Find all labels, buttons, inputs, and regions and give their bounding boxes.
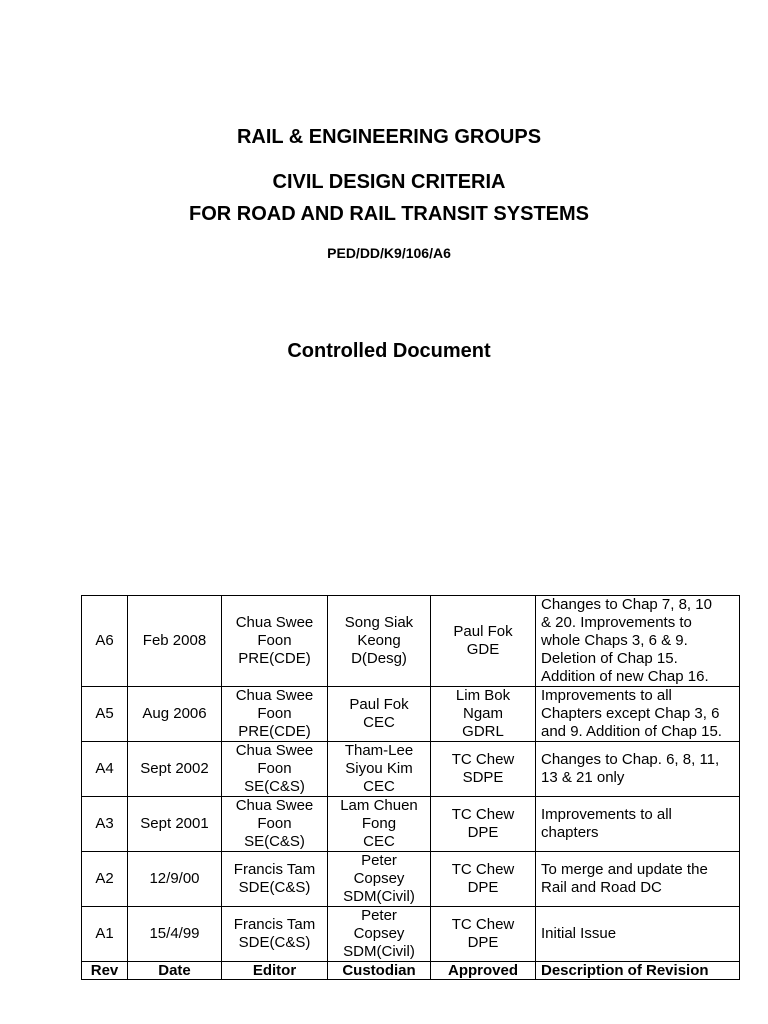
column-header-approved: Approved	[431, 962, 536, 980]
description-cell	[536, 797, 740, 852]
approved-cell-line: GDE	[466, 641, 500, 658]
document-title-line-1: CIVIL DESIGN CRITERIA	[272, 171, 506, 193]
description-cell-line: Addition of new Chap 16.	[541, 668, 709, 685]
custodian-cell-line: Siyou Kim	[345, 760, 413, 777]
date-cell: Sept 2002	[128, 742, 222, 797]
editor-cell	[222, 797, 328, 852]
description-cell-line: Improvements to all	[541, 806, 672, 823]
approved-cell-line: Paul Fok	[453, 623, 513, 640]
description-cell	[536, 907, 740, 962]
approved-cell-line: TC Chew	[451, 916, 515, 933]
approved-cell-line: TC Chew	[451, 751, 515, 768]
description-cell	[536, 596, 740, 687]
editor-cell-line: Foon	[257, 705, 292, 722]
approved-cell-line: TC Chew	[451, 861, 515, 878]
editor-cell-line: Francis Tam	[233, 916, 316, 933]
custodian-cell-line: CEC	[363, 833, 395, 850]
table-row	[82, 742, 740, 797]
description-cell-line: chapters	[541, 824, 599, 841]
approved-cell-line: Ngam	[462, 705, 503, 722]
description-cell-line: & 20. Improvements to	[541, 614, 692, 631]
revision-table	[81, 595, 740, 980]
rev-cell: A1	[82, 907, 128, 962]
custodian-cell	[328, 687, 431, 742]
date-cell: Sept 2001	[128, 797, 222, 852]
editor-cell-line: Chua Swee	[235, 797, 314, 814]
custodian-cell-line: D(Desg)	[351, 650, 407, 667]
date-cell: 15/4/99	[128, 907, 222, 962]
editor-cell-line: Foon	[257, 632, 292, 649]
table-row	[82, 907, 740, 962]
custodian-cell-line: Lam Chuen	[340, 797, 418, 814]
approved-cell	[431, 742, 536, 797]
description-cell-line: Rail and Road DC	[541, 879, 662, 896]
revision-table-body	[82, 596, 740, 962]
description-cell-line: Initial Issue	[541, 925, 617, 942]
description-cell-line: Changes to Chap. 6, 8, 11,	[541, 751, 720, 768]
approved-cell-line: GDRL	[462, 723, 504, 740]
description-cell-line: To merge and update the	[541, 861, 708, 878]
custodian-cell-line: Tham-Lee	[344, 742, 414, 759]
approved-cell-line: TC Chew	[451, 806, 515, 823]
editor-cell	[222, 687, 328, 742]
custodian-cell	[328, 797, 431, 852]
custodian-cell-line: CEC	[363, 778, 395, 795]
rev-cell: A6	[82, 596, 128, 687]
approved-cell	[431, 687, 536, 742]
table-row	[82, 687, 740, 742]
rev-cell: A5	[82, 687, 128, 742]
description-cell	[536, 852, 740, 907]
column-header-editor: Editor	[222, 962, 328, 980]
description-cell-line: Changes to Chap 7, 8, 10	[541, 596, 712, 613]
date-cell: Aug 2006	[128, 687, 222, 742]
custodian-cell-line: Paul Fok	[349, 696, 409, 713]
document-status: Controlled Document	[287, 340, 491, 362]
custodian-cell-line: SDM(Civil)	[343, 888, 415, 905]
editor-cell-line: Chua Swee	[235, 687, 314, 704]
custodian-cell-line: Keong	[357, 632, 401, 649]
approved-cell-line: DPE	[467, 879, 499, 896]
custodian-cell-line: Peter	[361, 852, 397, 869]
approved-cell	[431, 852, 536, 907]
editor-cell-line: Foon	[257, 760, 292, 777]
table-row	[82, 797, 740, 852]
revision-table-header-row	[82, 962, 740, 980]
editor-cell	[222, 852, 328, 907]
description-cell	[536, 687, 740, 742]
approved-cell-line: DPE	[467, 824, 499, 841]
custodian-cell-line: Song Siak	[344, 614, 414, 631]
description-cell-line: and 9. Addition of Chap 15.	[541, 723, 722, 740]
custodian-cell	[328, 907, 431, 962]
column-header-rev: Rev	[82, 962, 128, 980]
table-row	[82, 596, 740, 687]
column-header-description: Description of Revision	[536, 962, 740, 980]
editor-cell-line: PRE(CDE)	[238, 723, 311, 740]
description-cell-line: Chapters except Chap 3, 6	[541, 705, 720, 722]
custodian-cell	[328, 852, 431, 907]
approved-cell	[431, 797, 536, 852]
date-cell: Feb 2008	[128, 596, 222, 687]
editor-cell-line: PRE(CDE)	[238, 650, 311, 667]
custodian-cell	[328, 742, 431, 797]
description-cell-line: whole Chaps 3, 6 & 9.	[541, 632, 688, 649]
editor-cell-line: Foon	[257, 815, 292, 832]
custodian-cell-line: Copsey	[353, 925, 405, 942]
editor-cell-line: SDE(C&S)	[238, 879, 311, 896]
custodian-cell-line: SDM(Civil)	[343, 943, 415, 960]
custodian-cell	[328, 596, 431, 687]
description-cell-line: 13 & 21 only	[541, 769, 625, 786]
custodian-cell-line: Fong	[361, 815, 397, 832]
editor-cell-line: Chua Swee	[235, 614, 314, 631]
approved-cell-line: SDPE	[462, 769, 504, 786]
rev-cell: A3	[82, 797, 128, 852]
custodian-cell-line: Copsey	[353, 870, 405, 887]
editor-cell	[222, 596, 328, 687]
column-header-custodian: Custodian	[328, 962, 431, 980]
description-cell	[536, 742, 740, 797]
document-title-line-2: FOR ROAD AND RAIL TRANSIT SYSTEMS	[188, 203, 589, 225]
column-header-date: Date	[128, 962, 222, 980]
editor-cell-line: Chua Swee	[235, 742, 314, 759]
approved-cell-line: Lim Bok	[455, 687, 511, 704]
group-title: RAIL & ENGINEERING GROUPS	[236, 126, 542, 148]
editor-cell-line: SE(C&S)	[244, 833, 305, 850]
description-cell-line: Deletion of Chap 15.	[541, 650, 678, 667]
approved-cell	[431, 596, 536, 687]
rev-cell: A4	[82, 742, 128, 797]
custodian-cell-line: CEC	[363, 714, 395, 731]
custodian-cell-line: Peter	[361, 907, 397, 924]
editor-cell	[222, 742, 328, 797]
editor-cell-line: SE(C&S)	[244, 778, 305, 795]
rev-cell: A2	[82, 852, 128, 907]
approved-cell	[431, 907, 536, 962]
table-row	[82, 852, 740, 907]
date-cell: 12/9/00	[128, 852, 222, 907]
editor-cell-line: SDE(C&S)	[238, 934, 311, 951]
approved-cell-line: DPE	[467, 934, 499, 951]
description-cell-line: Improvements to all	[541, 687, 672, 704]
editor-cell	[222, 907, 328, 962]
document-reference: PED/DD/K9/106/A6	[327, 245, 451, 261]
editor-cell-line: Francis Tam	[233, 861, 316, 878]
